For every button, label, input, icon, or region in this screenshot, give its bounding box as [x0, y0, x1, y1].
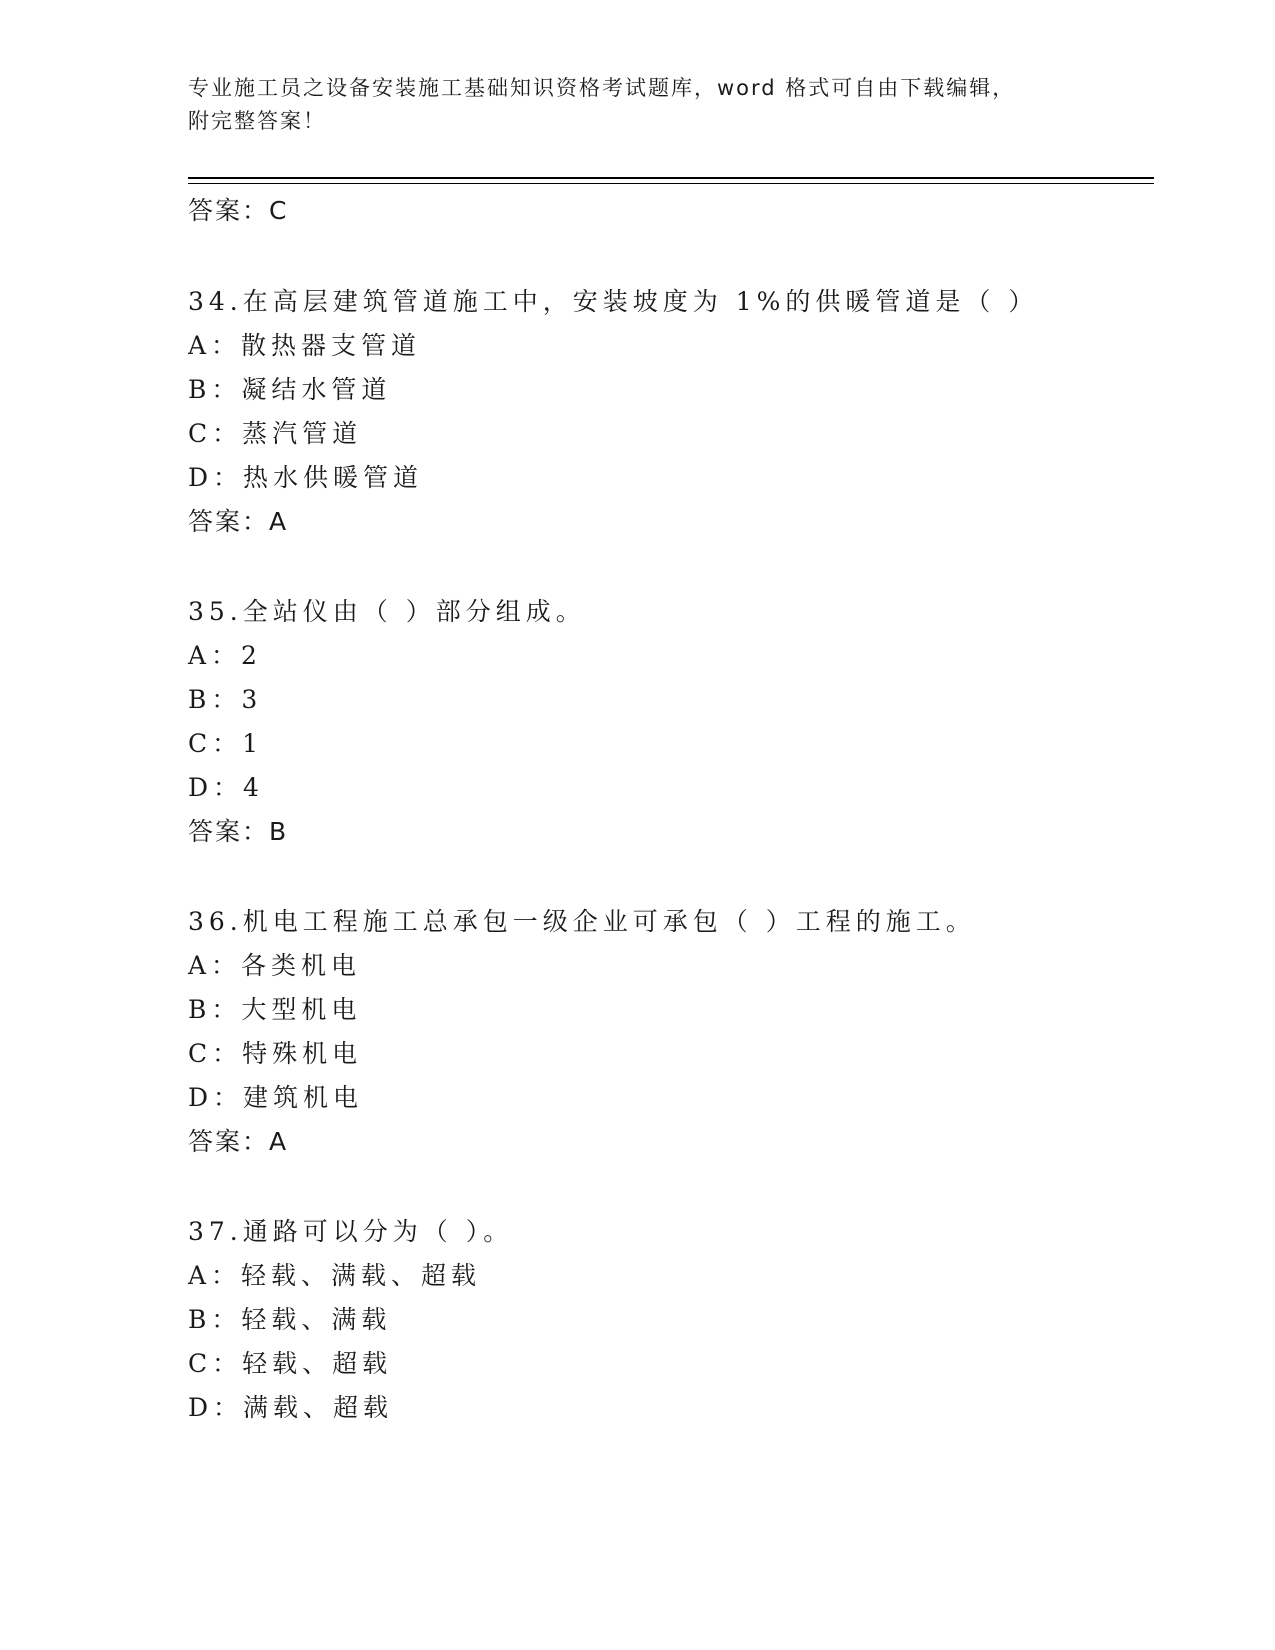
question-36-option-a: A：各类机电: [188, 951, 362, 980]
question-35-option-c: C：1: [188, 729, 264, 758]
question-34-answer: 答案：A: [188, 507, 289, 536]
question-35-option-d: D：4: [188, 773, 264, 802]
question-36-option-c: C：特殊机电: [188, 1039, 363, 1068]
question-37-option-c: C：轻载、超载: [188, 1349, 393, 1378]
question-37-option-a: A：轻载、满载、超载: [188, 1261, 482, 1290]
question-35-answer: 答案：B: [188, 817, 289, 846]
question-36-answer: 答案：A: [188, 1127, 289, 1156]
question-37-option-b: B：轻载、满载: [188, 1305, 392, 1334]
question-36-option-b: B：大型机电: [188, 995, 362, 1024]
question-37-stem: 37.通路可以分为（ ）。: [188, 1217, 514, 1246]
question-37-option-d: D：满载、超载: [188, 1393, 394, 1422]
question-36-stem: 36.机电工程施工总承包一级企业可承包（ ）工程的施工。: [188, 907, 976, 936]
question-34-option-c: C：蒸汽管道: [188, 419, 363, 448]
question-36-option-d: D：建筑机电: [188, 1083, 364, 1112]
previous-answer: 答案：C: [188, 196, 289, 225]
header-line-1: 专业施工员之设备安装施工基础知识资格考试题库，word 格式可自由下载编辑，: [188, 76, 1016, 100]
question-34-option-d: D：热水供暖管道: [188, 463, 424, 492]
question-35-stem: 35.全站仪由（ ）部分组成。: [188, 597, 586, 626]
header-divider-thick: [188, 177, 1154, 179]
question-34-option-b: B：凝结水管道: [188, 375, 392, 404]
header-divider-thin: [188, 183, 1154, 184]
document-header: [188, 72, 1088, 138]
header-line-2: 附完整答案！: [188, 109, 326, 133]
question-35-option-a: A：2: [188, 641, 262, 670]
question-34-option-a: A：散热器支管道: [188, 331, 422, 360]
question-35-option-b: B：3: [188, 685, 263, 714]
question-34-stem: 34.在高层建筑管道施工中，安装坡度为 1%的供暖管道是（ ）: [188, 287, 1039, 316]
